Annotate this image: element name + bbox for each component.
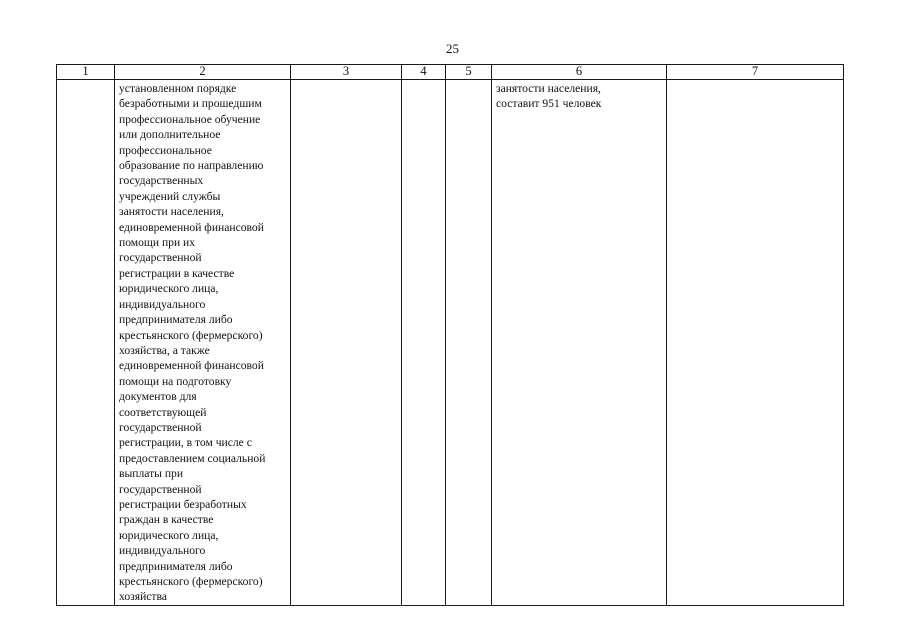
cell-text-col5 — [446, 80, 491, 81]
cell-text-col6: занятости населения, составит 951 человек — [496, 82, 602, 111]
column-header-2: 2 — [115, 65, 291, 80]
table-cell-col6 — [492, 80, 667, 606]
column-header-3: 3 — [291, 65, 402, 80]
cell-text-col1 — [57, 80, 114, 81]
cell-text-col2: установленном порядке безработными и прошедшим профессиональное обучение или дополнительное профессиональное образование по направлению государственных учреждений службы занятости населения, единовременной финансовой помощи при их государственной регистрации в качестве юридического лица, индивидуального предпринимателя либо крестьянского (фермерского) хозяйства, а также единовременной финансовой помощи на подготовку документов для соответствующей государственной регистрации, в том числе с предоставлением социальной выплаты при государственной регистрации безработных граждан в качестве юридического лица, индивидуального предпринимателя либо крестьянского (фермерского) хозяйства — [119, 82, 266, 604]
table-row — [57, 80, 844, 606]
table-header-row — [57, 65, 844, 80]
page-number: 25 — [446, 41, 459, 56]
column-header-1: 1 — [57, 65, 115, 80]
column-header-4: 4 — [402, 65, 446, 80]
table-cell-col4 — [402, 80, 446, 606]
table-cell-col1 — [57, 80, 115, 606]
table-cell-col5 — [446, 80, 492, 606]
column-header-6: 6 — [492, 65, 667, 80]
table-cell-col2 — [115, 80, 291, 606]
data-table — [56, 64, 844, 606]
column-header-5: 5 — [446, 65, 492, 80]
table-cell-col3 — [291, 80, 402, 606]
cell-text-col4 — [402, 80, 445, 81]
cell-text-col3 — [291, 80, 401, 81]
cell-text-col7 — [667, 80, 843, 81]
table-cell-col7 — [667, 80, 844, 606]
column-header-7: 7 — [667, 65, 844, 80]
